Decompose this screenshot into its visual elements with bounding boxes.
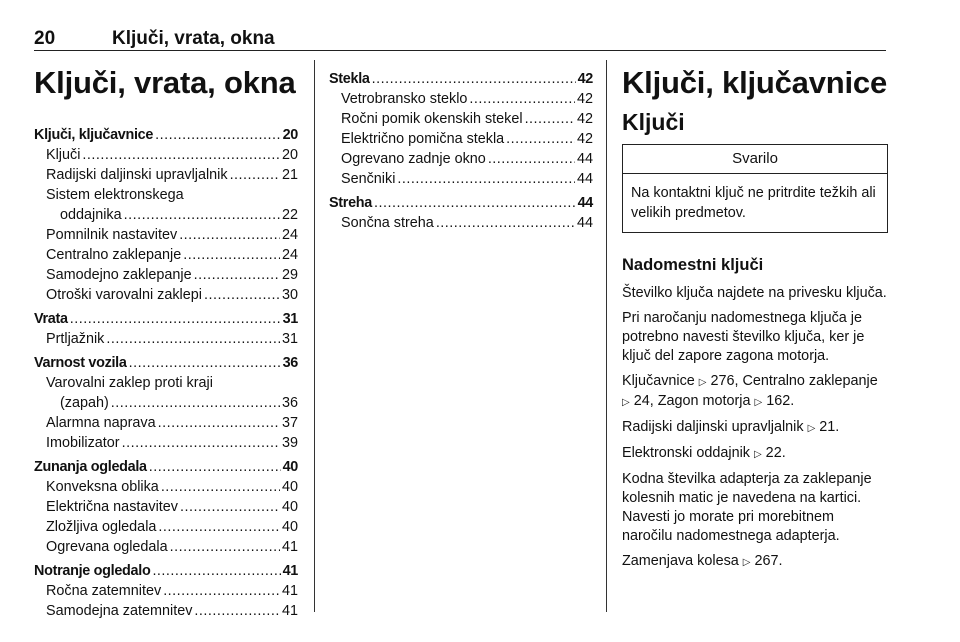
toc-entry[interactable] bbox=[34, 601, 298, 621]
column-divider bbox=[606, 60, 607, 612]
toc-leader-dots bbox=[111, 393, 280, 413]
toc-entry[interactable] bbox=[34, 329, 298, 349]
toc-entry[interactable] bbox=[34, 517, 298, 537]
toc-entry-text: Samodejna zatemnitev bbox=[46, 603, 193, 619]
toc-entry[interactable] bbox=[329, 169, 593, 189]
toc-page-number: 40 bbox=[281, 479, 298, 495]
toc-entry-text: Varnost vozila bbox=[34, 355, 127, 371]
toc-entry-text: Zunanja ogledala bbox=[34, 459, 147, 475]
toc-leader-dots bbox=[374, 193, 576, 213]
replacement-keys-heading: Nadomestni ključi bbox=[622, 256, 764, 274]
toc-entry-text: Konveksna oblika bbox=[46, 479, 159, 495]
toc-entry-line bbox=[34, 185, 298, 205]
toc-page-number: 24 bbox=[281, 247, 298, 263]
toc-entry-text: Senčniki bbox=[341, 171, 396, 187]
toc-page-number: 44 bbox=[577, 195, 593, 211]
toc-page-number: 41 bbox=[281, 583, 298, 599]
toc-entry-text: Ročni pomik okenskih stekel bbox=[341, 111, 523, 127]
toc-page-number: 41 bbox=[281, 603, 298, 619]
toc-page-number: 22 bbox=[281, 207, 298, 223]
toc-entry-text: Ključi, ključavnice bbox=[34, 127, 154, 143]
toc-page-number: 29 bbox=[281, 267, 298, 283]
toc-leader-dots bbox=[149, 457, 281, 477]
toc-page-number: 42 bbox=[576, 91, 593, 107]
toc-leader-dots bbox=[194, 265, 280, 285]
toc-entry-text: Ogrevano zadnje okno bbox=[341, 151, 486, 167]
toc-entry[interactable] bbox=[34, 145, 298, 165]
toc-page-number: 39 bbox=[281, 435, 298, 451]
toc-entry-line bbox=[34, 373, 298, 393]
paragraph-text: Radijski daljinski upravljalnik bbox=[622, 419, 808, 435]
toc-leader-dots bbox=[397, 169, 575, 189]
toc-page-number: 40 bbox=[281, 519, 298, 535]
toc-page-number: 37 bbox=[281, 415, 298, 431]
paragraph bbox=[622, 418, 888, 438]
toc-page-number: 41 bbox=[281, 539, 298, 555]
toc-entry-text: Otroški varovalni zaklepi bbox=[46, 287, 202, 303]
toc-leader-dots bbox=[170, 537, 280, 557]
column-divider bbox=[314, 60, 315, 612]
toc-entry[interactable] bbox=[34, 433, 298, 453]
toc-entry[interactable] bbox=[34, 477, 298, 497]
paragraph bbox=[622, 284, 888, 303]
toc-entry-text: Imobilizator bbox=[46, 435, 120, 451]
toc-leader-dots bbox=[158, 517, 280, 537]
toc-entry[interactable] bbox=[329, 129, 593, 149]
paragraph-text: Številko ključa najdete na privesku ključa. bbox=[622, 285, 887, 301]
toc-section-entry[interactable] bbox=[34, 561, 298, 581]
body-text bbox=[622, 284, 888, 572]
toc-page-number: 41 bbox=[282, 563, 298, 579]
toc-list bbox=[34, 125, 298, 621]
cross-reference-arrow-icon[interactable]: ▷ bbox=[754, 397, 763, 408]
toc-leader-dots bbox=[163, 581, 280, 601]
toc-entry[interactable] bbox=[34, 165, 298, 185]
paragraph-text: 267. bbox=[750, 553, 783, 569]
toc-entry-text: Ključi bbox=[46, 147, 81, 163]
paragraph-text: 24, Zagon motorja bbox=[629, 393, 755, 409]
cross-reference-arrow-icon[interactable]: ▷ bbox=[807, 423, 816, 434]
toc-entry-text: Ogrevana ogledala bbox=[46, 539, 168, 555]
toc-leader-dots bbox=[506, 129, 575, 149]
toc-page-number: 44 bbox=[576, 171, 593, 187]
toc-entry[interactable] bbox=[34, 285, 298, 305]
cross-reference-arrow-icon[interactable]: ▷ bbox=[622, 397, 630, 408]
toc-column-1 bbox=[34, 60, 298, 621]
toc-entry-text: Stekla bbox=[329, 71, 370, 87]
toc-entry-text: Pomnilnik nastavitev bbox=[46, 227, 178, 243]
toc-leader-dots bbox=[129, 353, 281, 373]
toc-leader-dots bbox=[106, 329, 280, 349]
toc-entry-text: Sončna streha bbox=[341, 215, 434, 231]
toc-entry[interactable] bbox=[34, 225, 298, 245]
toc-entry[interactable] bbox=[34, 205, 298, 225]
section-title: Ključi, ključavnice bbox=[622, 65, 887, 100]
toc-leader-dots bbox=[158, 413, 280, 433]
toc-section-entry[interactable] bbox=[34, 309, 298, 329]
paragraph bbox=[622, 444, 888, 464]
paragraph bbox=[622, 552, 888, 572]
toc-entry[interactable] bbox=[329, 213, 593, 233]
toc-leader-dots bbox=[82, 145, 280, 165]
toc-entry-text: Centralno zaklepanje bbox=[46, 247, 182, 263]
toc-section-entry[interactable] bbox=[34, 457, 298, 477]
subsection-title: Ključi bbox=[622, 109, 685, 135]
toc-entry-text: Prtljažnik bbox=[46, 331, 105, 347]
toc-entry[interactable] bbox=[329, 149, 593, 169]
toc-entry[interactable] bbox=[34, 393, 298, 413]
toc-leader-dots bbox=[161, 477, 280, 497]
toc-entry-text: Varovalni zaklep proti kraji bbox=[46, 375, 213, 391]
warning-heading: Svarilo bbox=[623, 145, 887, 174]
toc-page-number: 44 bbox=[576, 151, 593, 167]
toc-entry[interactable] bbox=[34, 245, 298, 265]
toc-page-number: 42 bbox=[576, 131, 593, 147]
warning-text: Na kontaktni ključ ne pritrdite težkih ali velikih predmetov. bbox=[631, 185, 876, 221]
toc-page-number: 20 bbox=[281, 147, 298, 163]
toc-page-number: 31 bbox=[281, 331, 298, 347]
toc-leader-dots bbox=[122, 433, 280, 453]
paragraph bbox=[622, 309, 888, 366]
toc-entry-text: Vrata bbox=[34, 311, 68, 327]
running-title: Ključi, vrata, okna bbox=[112, 28, 275, 49]
toc-entry[interactable] bbox=[329, 89, 593, 109]
toc-page-number: 20 bbox=[282, 127, 298, 143]
toc-page-number: 40 bbox=[281, 499, 298, 515]
paragraph bbox=[622, 470, 888, 546]
paragraph-text: 162. bbox=[762, 393, 795, 409]
toc-leader-dots bbox=[155, 125, 281, 145]
toc-entry-text: (zapah) bbox=[60, 395, 109, 411]
toc-page-number: 42 bbox=[576, 111, 593, 127]
page-number: 20 bbox=[34, 28, 56, 49]
toc-list bbox=[329, 69, 593, 233]
toc-entry-text: Vetrobransko steklo bbox=[341, 91, 468, 107]
toc-page-number: 36 bbox=[282, 355, 298, 371]
toc-page-number: 42 bbox=[577, 71, 593, 87]
paragraph bbox=[622, 372, 888, 412]
toc-entry[interactable] bbox=[34, 497, 298, 517]
toc-entry-text: Električna nastavitev bbox=[46, 499, 178, 515]
toc-entry-text: Električno pomična stekla bbox=[341, 131, 505, 147]
toc-leader-dots bbox=[179, 225, 280, 245]
cross-reference-arrow-icon[interactable]: ▷ bbox=[753, 449, 762, 460]
toc-leader-dots bbox=[204, 285, 280, 305]
toc-entry[interactable] bbox=[34, 413, 298, 433]
toc-section-entry[interactable] bbox=[329, 69, 593, 89]
toc-entry-text: Ročna zatemnitev bbox=[46, 583, 162, 599]
toc-page-number: 30 bbox=[281, 287, 298, 303]
toc-leader-dots bbox=[70, 309, 281, 329]
toc-page-number: 21 bbox=[281, 167, 298, 183]
toc-page-number: 40 bbox=[282, 459, 298, 475]
toc-leader-dots bbox=[183, 245, 280, 265]
toc-page-number: 31 bbox=[282, 311, 298, 327]
paragraph-text: Elektronski oddajnik bbox=[622, 445, 754, 461]
paragraph-text: Kodna številka adapterja za zaklepanje kolesnih matic je navedena na kartici. Navesti jo morate pri morebitnem naročilu nadomestnega adapterja. bbox=[622, 471, 872, 544]
chapter-title: Ključi, vrata, okna bbox=[34, 65, 296, 100]
toc-section-entry[interactable] bbox=[34, 125, 298, 145]
toc-entry-text: Streha bbox=[329, 195, 372, 211]
page-header bbox=[34, 28, 886, 51]
toc-entry[interactable] bbox=[34, 265, 298, 285]
toc-entry[interactable] bbox=[34, 581, 298, 601]
toc-entry-text: Zložljiva ogledala bbox=[46, 519, 157, 535]
toc-leader-dots bbox=[124, 205, 280, 225]
cross-reference-arrow-icon[interactable]: ▷ bbox=[742, 557, 751, 568]
toc-entry-text: Samodejno zaklepanje bbox=[46, 267, 192, 283]
toc-page-number: 24 bbox=[281, 227, 298, 243]
toc-entry[interactable] bbox=[34, 537, 298, 557]
paragraph-text: 22. bbox=[761, 445, 786, 461]
toc-entry-text: Radijski daljinski upravljalnik bbox=[46, 167, 228, 183]
toc-section-entry[interactable] bbox=[329, 193, 593, 213]
toc-entry[interactable] bbox=[329, 109, 593, 129]
toc-page-number: 36 bbox=[281, 395, 298, 411]
toc-leader-dots bbox=[152, 561, 280, 581]
toc-leader-dots bbox=[525, 109, 575, 129]
toc-page-number: 44 bbox=[576, 215, 593, 231]
toc-column-2 bbox=[329, 60, 593, 233]
warning-box bbox=[622, 144, 888, 233]
paragraph-text: 276, Centralno zaklepanje bbox=[706, 373, 878, 389]
toc-leader-dots bbox=[180, 497, 280, 517]
toc-leader-dots bbox=[436, 213, 575, 233]
toc-entry-text: Sistem elektronskega bbox=[46, 187, 184, 203]
paragraph-text: Zamenjava kolesa bbox=[622, 553, 743, 569]
toc-section-entry[interactable] bbox=[34, 353, 298, 373]
toc-entry-text: Notranje ogledalo bbox=[34, 563, 151, 579]
cross-reference-arrow-icon[interactable]: ▷ bbox=[698, 377, 707, 388]
toc-leader-dots bbox=[372, 69, 576, 89]
toc-leader-dots bbox=[469, 89, 575, 109]
toc-leader-dots bbox=[194, 601, 280, 621]
toc-leader-dots bbox=[230, 165, 280, 185]
paragraph-text: Ključavnice bbox=[622, 373, 699, 389]
toc-entry-text: oddajnika bbox=[60, 207, 122, 223]
toc-entry-text: Alarmna naprava bbox=[46, 415, 156, 431]
paragraph-text: Pri naročanju nadomestnega ključa je potrebno navesti številko ključa, ker je ključ del zapore zagona motorja. bbox=[622, 310, 865, 364]
toc-leader-dots bbox=[488, 149, 575, 169]
paragraph-text: 21. bbox=[815, 419, 840, 435]
content-column bbox=[622, 60, 888, 578]
